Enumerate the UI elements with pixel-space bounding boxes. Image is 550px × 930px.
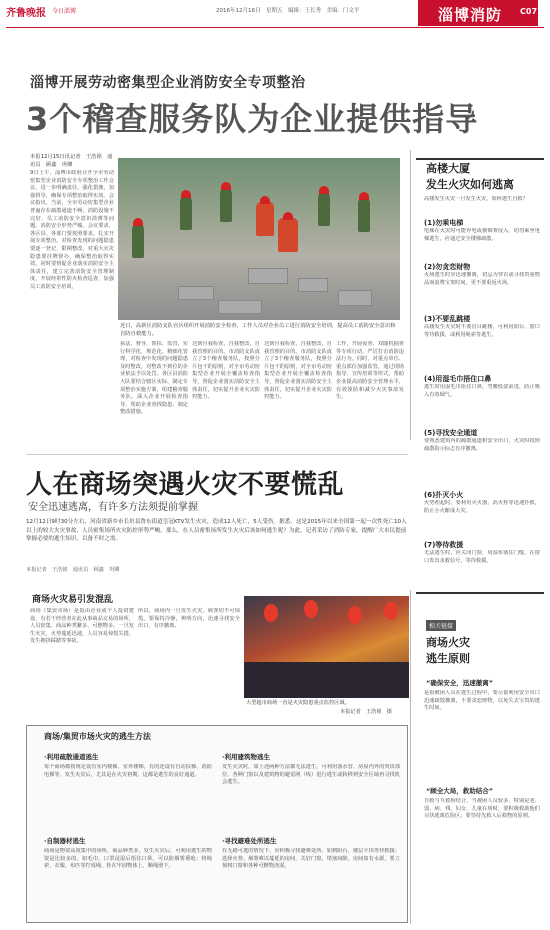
lead-col3: 达到自我检查、自我整改、自我管理的目的。市消防支队成立了3个稽查服务队，按照分片包干的原则，对全市劳动密集型企业开展全覆盖检查指导，督促企业落实消防安全主体责任，切实提升企业火灾防控能力。 <box>192 341 260 401</box>
column-rule <box>410 150 411 440</box>
sidebar2-text2: 自救与互救相结合，当被困人员较多，特别是老、弱、病、残、妇女、儿童在场时，要积极救助他们尽快逃离危险区；要坚持先救人后救物的原则。 <box>424 798 540 820</box>
sidebar1-item-heading: (1)勿乘电梯 <box>424 219 464 227</box>
section2-lede: 12月12日9时30分左右，河南省新乡市长垣县鲁东街道皇冠KTV发生火灾，造成12人死亡，5人受伤。据悉，这是2015年以来全国第一起一次性死亡10人以上的较大火灾事故，人员密集场所火灾防控形势严峻。那么，在人员密集场所发生火灾后该如何逃生呢？为此，记者采访了消防专家，提醒广大市民提前掌握必要的逃生知识，以备不时之需。 <box>26 519 407 542</box>
method-heading: ·自制器材逃生 <box>44 837 86 845</box>
sidebar1-title-line2: 发生火灾如何逃离 <box>426 178 514 191</box>
method-text: 发生火灾时，如上述两种方法都无法逃生，可利用落水管、房屋内外的突出部位、各种门窗以及建筑物的避雷网（线）进行逃生或转移到安全区域再寻找机会逃生。 <box>222 764 400 786</box>
sidebar2-quote1: “确保安全，迅速撤离” <box>426 679 494 687</box>
sidebar1-item-text: 要熟悉建筑内的疏散通道和安全出口，火灾时按照疏散指示标志有序撤离。 <box>424 438 540 452</box>
sidebar1-item-heading: (2)勿贪恋财物 <box>424 263 471 271</box>
section2-col2: 所以，商场内一旦发生火灾，顾客切不可惊慌，要保持冷静，辨明方向，迅速寻找安全出口，有序撤离。 <box>138 608 240 630</box>
sidebar1-item-heading: (7)等待救援 <box>424 541 464 549</box>
sidebar1-intro: 高楼发生火灾一旦发生火灾，如何逃生自救？ <box>424 196 528 202</box>
section2-subhead: 安全迅速逃离，有许多方法须提前掌握 <box>28 502 198 513</box>
method-heading: ·利用疏散通道逃生 <box>44 753 99 761</box>
edition-label: 今日淄博 <box>52 8 77 15</box>
lead-kicker: 淄博开展劳动密集型企业消防安全专项整治 <box>30 75 306 91</box>
section2-col1: 商场（集贸市场）是指由企业或个人投资建设，有若干经营者在此从事商品交易的场所，人员密集，商品种类繁多，可燃物多。一旦发生火灾，火势蔓延迅速，人员容易惊慌失措，发生拥挤踩踏等事故。 <box>30 608 134 645</box>
mall-photo-credit: 本报记者 王浩铭 摄 <box>340 709 392 715</box>
sidebar1-item-text: 电梯在火灾时可能停电或被烟雾侵入，切勿乘坐电梯逃生，应通过安全楼梯疏散。 <box>424 228 540 242</box>
lead-col2: 执法、督导、帮扶、监管，实行科学化、规范化、精细化管理，对检查中发现的问题隐患及时整改，对整改不到位的企业依法予以处罚。各区县消防大队要结合辖区实际，制定专项整治实施方案，组建稽查服务队，深入企业开展检查指导，帮助企业查找隐患、制定整改措施。 <box>120 341 188 416</box>
method-text: 每个商场都按规定设有室内楼梯、室外楼梯，有的还设有自动扶梯、消防电梯等，发生火灾后，尤其是在火灾初期，这都是逃生的良好通道。 <box>44 764 212 778</box>
sidebar1-item-text: 火势初起时，要利用灭火器、消火栓等迅速扑救，防止小火酿成大灾。 <box>424 500 540 514</box>
sidebar2-title-line2: 逃生原则 <box>426 652 470 665</box>
sidebar1-item-heading: (4)用湿毛巾捂住口鼻 <box>424 375 492 383</box>
lead-col4: 工作，开展夜查、双随机抽查等专项行动，严厉打击消防违法行为。同时，对重点单位、重点部位加强监管，通过现场指导、宣传培训等形式，帮助企业提高消防安全管理水平，有效预防和减少火灾事故发生。 <box>336 341 404 401</box>
sidebar1-item-heading: (5)寻找安全通道 <box>424 429 478 437</box>
sidebar2-quote2: “顾全大局，救助结合” <box>426 787 494 795</box>
lead-photo-caption: 近日，高新区消防支队官兵组织开展消防安全检查，工作人员对企业员工进行消防安全培训，提高员工消防安全意识和自防自救能力。 <box>120 323 396 337</box>
lead-col1: 9日上午，淄博市政府召开全市劳动密集型企业消防安全专项整治工作会议，进一步明确责任，强化措施，加强督导，确保专项整治取得实效。会议指出，当前，全市劳动密集型企业普遍存在疏散通道不畅、消防设施不完好、员工消防安全意识淡薄等问题，消防安全形势严峻。会议要求，各区县、各部门要按照要求，扎实开展专项整治，对检查发现的问题隐患要逐一登记、限期整改，对重大火灾隐患要挂牌督办，确保整治取得实效。同时要督促企业落实消防安全主体责任，建立完善消防安全管理制度，开展经常性防火检查巡查，加强员工消防安全培训。 <box>30 170 114 290</box>
sidebar1-item-heading: (6)扑灭小火 <box>424 491 464 499</box>
sidebar1-item-text: 无法逃生时，应关闭门窗，用湿布塞住门缝，在窗口发出求救信号，等待救援。 <box>424 550 540 564</box>
sidebar1-title-line1: 高楼大厦 <box>426 162 470 175</box>
method-heading: ·寻找避难处所逃生 <box>222 837 277 845</box>
sidebar2-title-line1: 商场火灾 <box>426 636 470 649</box>
sidebar1-item-text: 逃生时用湿毛巾捂住口鼻，弯腰低姿前进，防止吸入有毒烟气。 <box>424 384 540 398</box>
mall-photo <box>244 596 409 698</box>
method-text: 在无路可逃的情况下，应积极寻找避难处所，如到阳台、楼层平顶等待救援；选择火势、烟雾难以蔓延的房间，关好门窗，堵塞间隙，房间如有水源，要立刻将门窗和各种可燃物浇湿。 <box>222 848 400 870</box>
method-heading: ·利用建筑物逃生 <box>222 753 270 761</box>
header-rule <box>6 27 544 28</box>
section-title: 淄博消防 <box>438 6 503 24</box>
method-text: 商场是物资高度集中的场所，商品种类多，发生火灾后，可利用逃生的物资是比较多的。如毛巾、口罩浸湿后捂住口鼻，可以防烟雾熏呛；将绳索、衣服、布匹等拧成绳，拴在牢固物体上，顺绳滑下。 <box>44 848 212 870</box>
lead-intro: 本报12月15日讯记者 王浩铭 通讯员 顾鑫 巩卿 <box>30 154 113 168</box>
escape-methods-title: 商场/集贸市场火灾的逃生方法 <box>44 732 151 741</box>
column-rule <box>410 590 411 924</box>
related-links-tag: 相关链接 <box>426 620 456 631</box>
sidebar1-item-heading: (3)不要乱跳楼 <box>424 315 471 323</box>
mall-photo-caption: 大型超市商场一直是火灾隐患重点监控区域。 <box>246 700 350 706</box>
section-divider <box>26 454 408 455</box>
lead-headline: 3个稽查服务队为企业提供指导 <box>26 100 479 138</box>
lead-photo <box>118 158 400 320</box>
sidebar2-rule <box>416 592 544 594</box>
lead-col3b: 达到自我检查、自我整改、自我管理的目的。市消防支队成立了3个稽查服务队，按照分片包干的原则，对全市劳动密集型企业开展全覆盖检查指导，督促企业落实消防安全主体责任，切实提升企业火灾防控能力。 <box>264 341 332 401</box>
masthead-logo: 齐鲁晚报 <box>6 8 46 19</box>
sidebar2-text1: 是指被困人员在逃生过程中，要尽量利用安全出口迅速疏散撤离，不要贪恋财物，以免失去宝贵的逃生时间。 <box>424 690 540 712</box>
section2-byline: 本报记者 王浩铭 通讯员 顾鑫 巩卿 <box>26 567 120 573</box>
section2-label: 商场火灾易引发混乱 <box>32 595 114 605</box>
sidebar1-item-text: 火场逃生时应迅速撤离，切忌为穿衣或寻找贵重物品而浪费宝贵时间，更不要重返火场。 <box>424 272 540 286</box>
header-meta: 2016年12月16日 星期五 编辑：王长秀 美编：门文平 <box>216 8 360 14</box>
sidebar1-item-text: 高楼发生火灾时不要盲目跳楼，可利用阳台、窗口等待救援，或利用绳索等逃生。 <box>424 324 540 338</box>
section2-headline: 人在商场突遇火灾不要慌乱 <box>26 470 345 500</box>
page-number: C07 <box>520 7 538 16</box>
